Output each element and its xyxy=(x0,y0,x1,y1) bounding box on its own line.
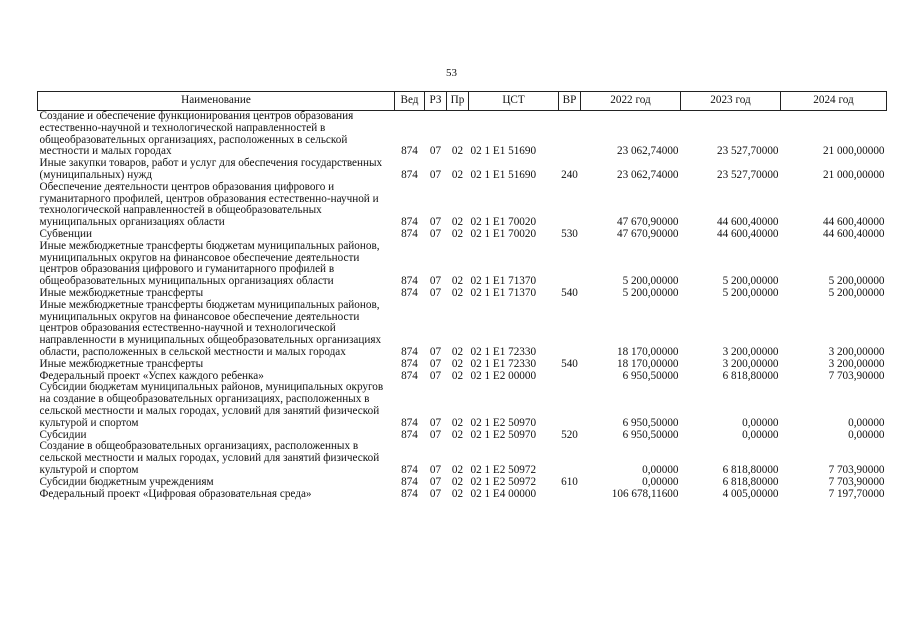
cell-cst: 02 1 E1 71370 xyxy=(470,275,537,288)
cell-amount-2024: 7 703,90000 xyxy=(828,463,885,476)
cell-vr xyxy=(559,182,581,229)
table-row xyxy=(38,489,887,501)
cell-pr: 02 xyxy=(451,275,464,288)
cell-amount-2023: 23 527,70000 xyxy=(716,145,779,158)
cell-cst: 02 1 E1 51690 xyxy=(470,145,537,158)
cell-name: Федеральный проект «Цифровая образовательная среда» xyxy=(39,487,312,500)
header-rz: РЗ xyxy=(425,92,447,111)
cell-ved: 874 xyxy=(401,475,418,488)
cell-amount-2022: 23 062,74000 xyxy=(616,168,679,181)
cell-pr: 02 xyxy=(451,168,464,181)
cell-amount-2023: 4 005,00000 xyxy=(722,487,779,500)
cell-amount-2022: 106 678,11600 xyxy=(611,487,679,500)
cell-ved: 874 xyxy=(401,168,418,181)
cell-vr xyxy=(559,382,581,429)
cell-vr: 240 xyxy=(561,168,578,181)
cell-rz: 07 xyxy=(429,369,442,382)
cell-cst: 02 1 E1 72330 xyxy=(470,345,537,358)
cell-rz: 07 xyxy=(429,275,442,288)
cell-amount-2023: 0,00000 xyxy=(742,416,779,429)
header-year-2023: 2023 год xyxy=(681,92,781,111)
cell-pr: 02 xyxy=(451,345,464,358)
cell-rz: 07 xyxy=(429,168,442,181)
cell-vr: 520 xyxy=(561,428,578,441)
table-row xyxy=(38,229,887,241)
cell-name: Создание и обеспечение функционирования центров образования естественно-научной и технологической направленностей в общеобразовательных организациях, расположенных в сельской местности и малых городах xyxy=(39,110,354,158)
cell-amount-2023: 6 818,80000 xyxy=(722,475,779,488)
cell-name: Обеспечение деятельности центров образования цифрового и гуманитарного профилей, центров образования естественно-научной и технологической направленностей в общеобразовательных муниципальных организациях области xyxy=(39,180,379,229)
table-row xyxy=(38,241,887,288)
cell-ved: 874 xyxy=(401,275,418,288)
cell-pr: 02 xyxy=(451,487,464,500)
cell-ved: 874 xyxy=(401,145,418,158)
cell-pr: 02 xyxy=(451,463,464,476)
header-year-2024: 2024 год xyxy=(781,92,887,111)
cell-ved: 874 xyxy=(401,286,418,299)
header-cst: ЦСТ xyxy=(469,92,559,111)
cell-amount-2023: 3 200,00000 xyxy=(722,357,779,370)
cell-rz: 07 xyxy=(429,145,442,158)
cell-amount-2022: 18 170,00000 xyxy=(616,345,679,358)
cell-amount-2022: 0,00000 xyxy=(642,463,679,476)
cell-amount-2024: 7 197,70000 xyxy=(828,487,885,500)
cell-name: Иные межбюджетные трансферты xyxy=(39,286,204,299)
cell-vr xyxy=(559,489,581,501)
cell-pr: 02 xyxy=(451,428,464,441)
cell-vr: 540 xyxy=(561,357,578,370)
table-row xyxy=(38,382,887,429)
cell-name: Субсидии бюджетным учреждениям xyxy=(39,475,214,488)
cell-amount-2024: 5 200,00000 xyxy=(828,275,885,288)
table-row xyxy=(38,111,887,159)
cell-cst: 02 1 E1 70020 xyxy=(470,227,537,240)
table-row xyxy=(38,158,887,182)
cell-rz: 07 xyxy=(429,428,442,441)
cell-vr xyxy=(559,111,581,159)
cell-amount-2022: 47 670,90000 xyxy=(616,216,679,229)
cell-rz: 07 xyxy=(429,345,442,358)
cell-amount-2023: 5 200,00000 xyxy=(722,275,779,288)
cell-cst: 02 1 E2 50970 xyxy=(470,416,537,429)
cell-rz: 07 xyxy=(429,216,442,229)
cell-rz: 07 xyxy=(429,463,442,476)
cell-amount-2022: 23 062,74000 xyxy=(616,145,679,158)
cell-vr: 530 xyxy=(561,227,578,240)
cell-amount-2024: 0,00000 xyxy=(848,416,885,429)
table-row xyxy=(38,359,887,371)
cell-pr: 02 xyxy=(451,369,464,382)
cell-vr xyxy=(559,241,581,288)
cell-amount-2024: 44 600,40000 xyxy=(822,227,885,240)
cell-cst: 02 1 E1 70020 xyxy=(470,216,537,229)
budget-table xyxy=(37,91,887,500)
cell-amount-2024: 21 000,00000 xyxy=(822,168,885,181)
cell-cst: 02 1 E1 71370 xyxy=(470,286,537,299)
cell-pr: 02 xyxy=(451,357,464,370)
cell-amount-2023: 23 527,70000 xyxy=(716,168,779,181)
page-number: 53 xyxy=(446,67,457,79)
cell-pr: 02 xyxy=(451,227,464,240)
cell-pr: 02 xyxy=(451,416,464,429)
cell-amount-2023: 3 200,00000 xyxy=(722,345,779,358)
cell-amount-2024: 3 200,00000 xyxy=(828,345,885,358)
cell-amount-2023: 44 600,40000 xyxy=(716,216,779,229)
cell-name: Субвенции xyxy=(39,227,92,240)
table-row xyxy=(38,182,887,229)
cell-pr: 02 xyxy=(451,216,464,229)
header-year-2022: 2022 год xyxy=(581,92,681,111)
cell-pr: 02 xyxy=(451,475,464,488)
cell-rz: 07 xyxy=(429,227,442,240)
cell-rz: 07 xyxy=(429,416,442,429)
cell-ved: 874 xyxy=(401,369,418,382)
table-row xyxy=(38,441,887,476)
cell-vr xyxy=(559,441,581,476)
cell-pr: 02 xyxy=(451,145,464,158)
cell-ved: 874 xyxy=(401,216,418,229)
table-header xyxy=(38,92,887,111)
cell-name: Субсидии xyxy=(39,428,87,441)
header-pr: Пр xyxy=(447,92,469,111)
cell-amount-2023: 5 200,00000 xyxy=(722,286,779,299)
cell-pr: 02 xyxy=(451,286,464,299)
header-name: Наименование xyxy=(38,92,395,111)
cell-amount-2022: 6 950,50000 xyxy=(622,428,679,441)
cell-name: Иные межбюджетные трансферты xyxy=(39,357,204,370)
cell-amount-2022: 5 200,00000 xyxy=(622,286,679,299)
cell-ved: 874 xyxy=(401,416,418,429)
cell-name: Иные закупки товаров, работ и услуг для обеспечения государственных (муниципальных) нужд xyxy=(39,157,383,181)
cell-ved: 874 xyxy=(401,487,418,500)
cell-cst: 02 1 E1 72330 xyxy=(470,357,537,370)
cell-rz: 07 xyxy=(429,487,442,500)
cell-cst: 02 1 E4 00000 xyxy=(470,487,537,500)
table-row xyxy=(38,288,887,300)
cell-name: Иные межбюджетные трансферты бюджетам муниципальных районов, муниципальных округов на финансовое обеспечение деятельности центров образования цифрового и гуманитарного профилей в общеобразовательных муниципальных организациях области xyxy=(39,239,380,288)
cell-rz: 07 xyxy=(429,475,442,488)
cell-rz: 07 xyxy=(429,357,442,370)
cell-amount-2024: 0,00000 xyxy=(848,428,885,441)
table-row xyxy=(38,477,887,489)
cell-name: Федеральный проект «Успех каждого ребенка» xyxy=(39,369,264,382)
cell-amount-2022: 5 200,00000 xyxy=(622,275,679,288)
cell-name: Субсидии бюджетам муниципальных районов, муниципальных округов на создание в общеобразовательных организациях, расположенных в сельской местности и малых городах, условий для занятий физической культурой и спортом xyxy=(39,381,384,429)
cell-name: Создание в общеобразовательных организациях, расположенных в сельской местности и малых городах, условий для занятий физической культурой и спортом xyxy=(39,440,380,476)
cell-vr xyxy=(559,300,581,359)
cell-rz: 07 xyxy=(429,286,442,299)
cell-amount-2022: 6 950,50000 xyxy=(622,369,679,382)
cell-amount-2022: 47 670,90000 xyxy=(616,227,679,240)
cell-amount-2024: 7 703,90000 xyxy=(828,369,885,382)
cell-vr: 610 xyxy=(561,475,578,488)
cell-ved: 874 xyxy=(401,357,418,370)
cell-ved: 874 xyxy=(401,463,418,476)
cell-ved: 874 xyxy=(401,227,418,240)
cell-amount-2023: 6 818,80000 xyxy=(722,463,779,476)
cell-amount-2024: 44 600,40000 xyxy=(822,216,885,229)
cell-cst: 02 1 E2 50972 xyxy=(470,463,537,476)
cell-cst: 02 1 E1 51690 xyxy=(470,168,537,181)
cell-cst: 02 1 E2 50972 xyxy=(470,475,537,488)
cell-amount-2024: 5 200,00000 xyxy=(828,286,885,299)
table-row xyxy=(38,300,887,359)
cell-ved: 874 xyxy=(401,345,418,358)
cell-cst: 02 1 E2 50970 xyxy=(470,428,537,441)
cell-amount-2023: 6 818,80000 xyxy=(722,369,779,382)
cell-amount-2022: 0,00000 xyxy=(642,475,679,488)
table-body xyxy=(38,111,887,501)
cell-amount-2022: 6 950,50000 xyxy=(622,416,679,429)
cell-ved: 874 xyxy=(401,428,418,441)
cell-amount-2024: 21 000,00000 xyxy=(822,145,885,158)
header-vr: ВР xyxy=(559,92,581,111)
header-ved: Вед xyxy=(395,92,425,111)
cell-vr: 540 xyxy=(561,286,578,299)
cell-amount-2022: 18 170,00000 xyxy=(616,357,679,370)
cell-amount-2023: 44 600,40000 xyxy=(716,227,779,240)
cell-vr xyxy=(559,371,581,383)
cell-amount-2024: 3 200,00000 xyxy=(828,357,885,370)
cell-cst: 02 1 E2 00000 xyxy=(470,369,537,382)
cell-amount-2023: 0,00000 xyxy=(742,428,779,441)
cell-name: Иные межбюджетные трансферты бюджетам муниципальных районов, муниципальных округов на финансовое обеспечение деятельности центров образования естественно-научной и технологической направленности в муниципальных общеобразовательных организациях области, расположенных в сельской местности и малых городах xyxy=(39,298,382,358)
cell-amount-2024: 7 703,90000 xyxy=(828,475,885,488)
